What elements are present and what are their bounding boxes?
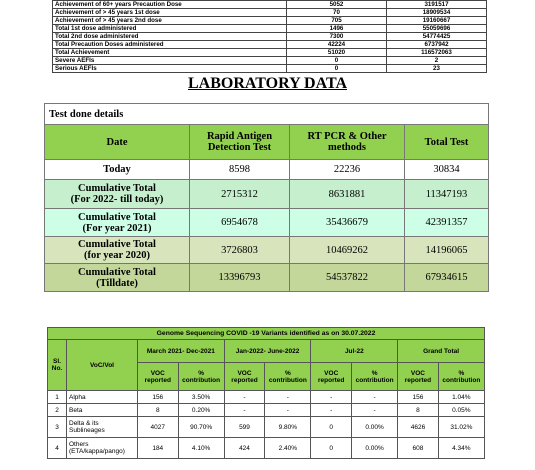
lab-rapid-value: 13396793 [190, 264, 290, 292]
laboratory-data-title: LABORATORY DATA [187, 75, 347, 92]
lab-rapid-value: 3726803 [190, 237, 290, 264]
period-header-2: Jan-2022- June-2022 [224, 340, 311, 363]
variant-sl-no: 2 [48, 404, 67, 417]
variant-percent: 90.70% [178, 417, 224, 438]
variant-voc-count: 156 [398, 391, 439, 404]
variant-percent: 3.50% [178, 391, 224, 404]
variant-voc-count: - [224, 391, 265, 404]
vaccination-cumulative: 23 [387, 65, 487, 73]
vaccination-label: Total 2nd dose administered [53, 33, 287, 41]
lab-row-title: Cumulative Total [78, 183, 156, 194]
lab-row [45, 160, 489, 180]
variant-sl-no: 4 [48, 438, 67, 459]
variant-percent: 0.05% [438, 404, 484, 417]
variant-voc-count: 608 [398, 438, 439, 459]
sub-header-voc-reported: VOC reported [311, 363, 352, 391]
lab-rapid-value: 6954678 [190, 209, 290, 237]
vaccination-today: 1496 [287, 25, 387, 33]
variant-voc-count: - [311, 404, 352, 417]
variant-percent: 0.00% [351, 417, 397, 438]
vaccination-today: 5052 [287, 1, 387, 9]
variant-percent: 2.40% [265, 438, 311, 459]
vaccination-cumulative: 18909534 [387, 9, 487, 17]
vaccination-row [53, 25, 487, 33]
vaccination-cumulative: 116572063 [387, 49, 487, 57]
lab-total-value: 42391357 [405, 209, 489, 237]
variant-percent: - [351, 391, 397, 404]
variant-name: Delta & its Sublineages [67, 417, 138, 438]
vaccination-row [53, 41, 487, 49]
variant-percent: 31.02% [438, 417, 484, 438]
vaccination-row [53, 33, 487, 41]
period-header-4: Grand Total [398, 340, 485, 363]
variant-row [48, 438, 485, 459]
variant-percent: 9.80% [265, 417, 311, 438]
lab-total-value: 14196065 [405, 237, 489, 264]
lab-row-label [45, 209, 190, 237]
vaccination-cumulative: 6737942 [387, 41, 487, 49]
vaccination-today: 51020 [287, 49, 387, 57]
lab-row-label [45, 160, 190, 180]
variant-row [48, 391, 485, 404]
variant-voc-count: 424 [224, 438, 265, 459]
lab-row-title: Today [103, 164, 131, 175]
lab-row-title: Cumulative Total [78, 239, 156, 250]
variant-percent: 0.20% [178, 404, 224, 417]
vaccination-cumulative: 19160667 [387, 17, 487, 25]
lab-total-value: 11347193 [405, 180, 489, 209]
period-header-1: March 2021- Dec-2021 [138, 340, 225, 363]
sub-header-contribution: % contribution [351, 363, 397, 391]
lab-rtpcr-value: 10469262 [290, 237, 405, 264]
variant-voc-count: 4626 [398, 417, 439, 438]
header-rapid-antigen: Rapid Antigen Detection Test [190, 125, 290, 160]
lab-row-label [45, 264, 190, 292]
sub-header-voc-reported: VOC reported [138, 363, 179, 391]
vaccination-today: 42224 [287, 41, 387, 49]
variant-row [48, 417, 485, 438]
lab-row [45, 237, 489, 264]
variant-voc-count: 4027 [138, 417, 179, 438]
variant-voc-count: - [224, 404, 265, 417]
vaccination-label: Total Precaution Doses administered [53, 41, 287, 49]
lab-row-label [45, 237, 190, 264]
lab-header-row [45, 125, 489, 160]
variant-row [48, 404, 485, 417]
variant-sl-no: 3 [48, 417, 67, 438]
vaccination-cumulative: 2 [387, 57, 487, 65]
sub-header-voc-reported: VOC reported [224, 363, 265, 391]
variant-name: Beta [67, 404, 138, 417]
vaccination-row [53, 17, 487, 25]
vaccination-today: 7300 [287, 33, 387, 41]
vaccination-cumulative: 54774425 [387, 33, 487, 41]
variant-voc-count: 8 [398, 404, 439, 417]
lab-row-subtitle: (For 2022- till today) [70, 194, 164, 205]
genome-title: Genome Sequencing COVID -19 Variants identified as on 30.07.2022 [48, 328, 485, 340]
lab-row-label [45, 180, 190, 209]
lab-row [45, 209, 489, 237]
vaccination-row [53, 9, 487, 17]
lab-rtpcr-value: 8631881 [290, 180, 405, 209]
lab-total-value: 67934615 [405, 264, 489, 292]
sub-header-contribution: % contribution [438, 363, 484, 391]
header-rtpcr: RT PCR & Other methods [290, 125, 405, 160]
lab-row [45, 180, 489, 209]
vaccination-label: Achievement of 60+ years Precaution Dose [53, 1, 287, 9]
variant-voc-count: 156 [138, 391, 179, 404]
lab-rtpcr-value: 35436679 [290, 209, 405, 237]
sub-header-contribution: % contribution [178, 363, 224, 391]
vaccination-label: Achievement of > 45 years 1st dose [53, 9, 287, 17]
vaccination-label: Achievement of > 45 years 2nd dose [53, 17, 287, 25]
vaccination-today: 0 [287, 65, 387, 73]
variant-voc-count: 184 [138, 438, 179, 459]
lab-row-title: Cumulative Total [78, 211, 156, 223]
variant-percent: 4.34% [438, 438, 484, 459]
sub-header-voc-reported: VOC reported [398, 363, 439, 391]
sub-header-contribution: % contribution [265, 363, 311, 391]
vaccination-today: 70 [287, 9, 387, 17]
variant-voc-count: 0 [311, 438, 352, 459]
variant-percent: - [265, 404, 311, 417]
header-date: Date [45, 125, 190, 160]
vaccination-row [53, 49, 487, 57]
variant-name: Others (ETA/kappa/pango) [67, 438, 138, 459]
variant-percent: 0.00% [351, 438, 397, 459]
variant-voc-count: 599 [224, 417, 265, 438]
variant-percent: 1.04% [438, 391, 484, 404]
genome-sequencing-table [47, 327, 485, 459]
lab-rtpcr-value: 22236 [290, 160, 405, 180]
header-total-test: Total Test [405, 125, 489, 160]
lab-row-subtitle: (Tilldate) [96, 277, 138, 289]
variant-percent: - [265, 391, 311, 404]
vaccination-label: Total Achievement [53, 49, 287, 57]
lab-row [45, 264, 489, 292]
vaccination-table [52, 0, 487, 73]
lab-rapid-value: 8598 [190, 160, 290, 180]
lab-row-subtitle: (for year 2020) [83, 250, 151, 261]
variant-voc-count: 0 [311, 417, 352, 438]
vaccination-label: Severe AEFIs [53, 57, 287, 65]
vaccination-label: Total 1st dose administered [53, 25, 287, 33]
variant-voc-count: 8 [138, 404, 179, 417]
header-sl-no: Sl. No. [48, 340, 67, 391]
lab-rtpcr-value: 54537822 [290, 264, 405, 292]
period-header-3: Jul-22 [311, 340, 398, 363]
variant-percent: - [351, 404, 397, 417]
vaccination-row [53, 65, 487, 73]
variant-percent: 4.10% [178, 438, 224, 459]
variant-name: Alpha [67, 391, 138, 404]
lab-rapid-value: 2715312 [190, 180, 290, 209]
lab-row-subtitle: (For year 2021) [82, 222, 152, 234]
vaccination-row [53, 1, 487, 9]
lab-row-title: Cumulative Total [78, 266, 156, 278]
vaccination-today: 705 [287, 17, 387, 25]
vaccination-row [53, 57, 487, 65]
header-voc-voi: VoC/VoI [67, 340, 138, 391]
lab-total-value: 30834 [405, 160, 489, 180]
test-done-caption: Test done details [45, 104, 489, 125]
laboratory-table [44, 103, 489, 292]
vaccination-today: 0 [287, 57, 387, 65]
vaccination-label: Serious AEFIs [53, 65, 287, 73]
variant-voc-count: - [311, 391, 352, 404]
vaccination-cumulative: 3191517 [387, 1, 487, 9]
vaccination-cumulative: 55059696 [387, 25, 487, 33]
variant-sl-no: 1 [48, 391, 67, 404]
